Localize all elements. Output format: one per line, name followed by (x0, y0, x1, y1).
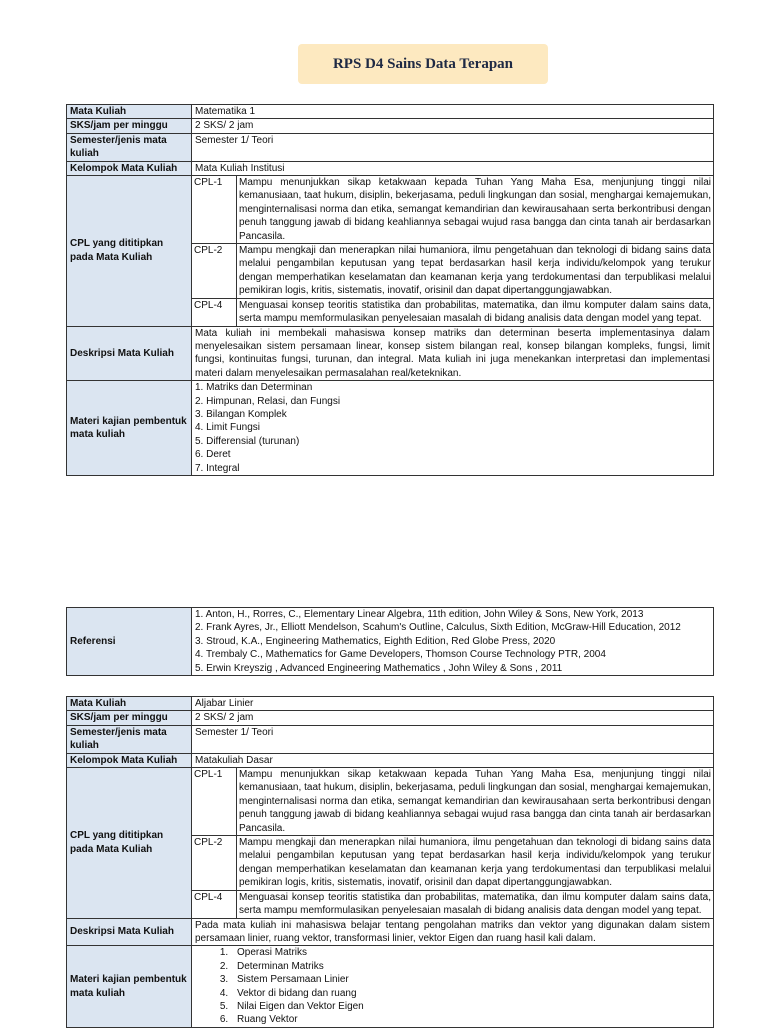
cpl-text: Mampu mengkaji dan menerapkan nilai humaniora, ilmu pengetahuan dan teknologi di bidang sains data melalui pengambilan keputusan yang tepat berdasarkan hasil kerja individu/kelompok yang terukur dengan memperhatikan keselamatan dan keamanan kerja yang terdokumentasi dan terpublikasi melalui pemikiran logis, kritis, sistematis, inovatif, orisinil dan dapat dipertanggungjawabkan. (237, 244, 714, 299)
label-cpl: CPL yang dititipkan pada Mata Kuliah (67, 768, 192, 918)
list-item: 3. Bilangan Komplek (195, 408, 287, 420)
list-item: 4. Trembaly C., Mathematics for Game Developers, Thomson Course Technology PTR, 2004 (195, 649, 606, 661)
value-mata-kuliah: Matematika 1 (192, 105, 714, 119)
cpl-code: CPL-4 (192, 298, 237, 325)
list-item: 1. Anton, H., Rorres, C., Elementary Linear Algebra, 11th edition, John Wiley & Sons, New York, 2013 (195, 609, 644, 620)
document-title: RPS D4 Sains Data Terapan (298, 44, 548, 84)
list-item: 2. Frank Ayres, Jr., Elliott Mendelson, Scahum's Outline, Calculus, Sixth Edition, McGraw-Hill Education, 2012 (195, 622, 681, 634)
value-kelompok: Matakuliah Dasar (192, 753, 714, 767)
cpl-row (192, 836, 713, 891)
cpl-text: Menguasai konsep teoritis statistika dan probabilitas, matematika, dan ilmu komputer dalam sains data, serta mampu memformulasikan penyelesaian masalah di bidang analisis data dengan model yang tepat. (237, 890, 714, 917)
table-row (67, 753, 714, 767)
label-kelompok: Kelompok Mata Kuliah (67, 161, 192, 175)
label-sks: SKS/jam per minggu (67, 711, 192, 725)
cpl-code: CPL-2 (192, 244, 237, 299)
cpl-code: CPL-1 (192, 768, 237, 836)
table-row (67, 105, 714, 119)
list-item: 5. Differensial (turunan) (195, 435, 300, 447)
list-item: 6. Deret (195, 449, 231, 461)
label-cpl: CPL yang dititipkan pada Mata Kuliah (67, 176, 192, 326)
value-referensi (192, 608, 714, 676)
table-row (67, 326, 714, 381)
value-semester: Semester 1/ Teori (192, 725, 714, 753)
course-table-aljabar-linier (66, 696, 714, 1028)
table-row (67, 711, 714, 725)
list-item: 3. Stroud, K.A., Engineering Mathematics, Eighth Edition, Red Globe Press, 2020 (195, 635, 556, 647)
cpl-text: Mampu menunjukkan sikap ketakwaan kepada Tuhan Yang Maha Esa, menjunjung tinggi nilai kemanusiaan, taat hukum, disiplin, bekerjasama, peduli lingkungan dan sosial, menghargai kemajemukan, menginternalisasi norma dan etika, semangat kemandirian dan kewirausahaan serta berkontribusi dengan penuh tanggung jawab di bidang keahliannya sebagai wujud rasa bangga dan cinta tanah air berdasarkan Pancasila. (239, 769, 711, 834)
value-deskripsi: Mata kuliah ini membekali mahasiswa konsep matriks dan determinan beserta implementasinya dalam menyelesaikan sistem persamaan linear, konsep sistem bilangan real, konsep bilangan kompleks, fungsi, limit fungsi, kontinuitas fungsi, turunan, dan integral. Mata kuliah ini juga menekankan interpretasi dan implementasi materi dalam menyelesaikan permasalahan real/keteknikan. (192, 326, 714, 381)
table-row (67, 381, 714, 476)
label-semester: Semester/jenis mata kuliah (67, 725, 192, 753)
cpl-code: CPL-2 (192, 836, 237, 891)
cpl-row (192, 244, 713, 299)
cpl-row (192, 768, 713, 836)
label-mata-kuliah: Mata Kuliah (67, 697, 192, 711)
cpl-list (192, 176, 714, 326)
table-row (67, 918, 714, 946)
list-item: 2. Determinan Matriks (231, 960, 710, 973)
list-item: 4. Limit Fungsi (195, 422, 261, 434)
table-row (67, 768, 714, 918)
table-row (67, 697, 714, 711)
list-item: 7. Integral (195, 462, 240, 474)
value-sks: 2 SKS/ 2 jam (192, 711, 714, 725)
label-materi: Materi kajian pembentuk mata kuliah (67, 381, 192, 476)
cpl-code: CPL-4 (192, 890, 237, 917)
table-row (67, 176, 714, 326)
cpl-code: CPL-1 (192, 176, 237, 244)
list-item: 6. Ruang Vektor (231, 1013, 710, 1026)
referensi-table (66, 607, 714, 676)
list-item: 1. Operasi Matriks (231, 946, 710, 959)
value-kelompok: Mata Kuliah Institusi (192, 161, 714, 175)
value-mata-kuliah: Aljabar Linier (192, 697, 714, 711)
cpl-text: Mampu menunjukkan sikap ketakwaan kepada Tuhan Yang Maha Esa, menjunjung tinggi nilai kemanusiaan, taat hukum, disiplin, bekerjasama, peduli lingkungan dan sosial, menghargai kemajemukan, menginternalisasi norma dan etika, semangat kemandirian dan kewirausahaan serta berkontribusi dengan penuh tanggung jawab di bidang keahliannya sebagai wujud rasa bangga dan cinta tanah air berdasarkan Pancasila. (239, 177, 711, 242)
list-item: 2. Himpunan, Relasi, dan Fungsi (195, 395, 341, 407)
value-materi (192, 946, 714, 1027)
course-table-matematika-1 (66, 104, 714, 476)
label-deskripsi: Deskripsi Mata Kuliah (67, 918, 192, 946)
label-semester: Semester/jenis mata kuliah (67, 133, 192, 161)
table-row (67, 946, 714, 1027)
table-row (67, 133, 714, 161)
list-item: 1. Matriks dan Determinan (195, 382, 313, 394)
label-referensi: Referensi (67, 608, 192, 676)
table-row (67, 119, 714, 133)
label-kelompok: Kelompok Mata Kuliah (67, 753, 192, 767)
cpl-row (192, 298, 713, 325)
label-mata-kuliah: Mata Kuliah (67, 105, 192, 119)
cpl-text: Mampu mengkaji dan menerapkan nilai humaniora, ilmu pengetahuan dan teknologi di bidang sains data melalui pengambilan keputusan yang tepat berdasarkan hasil kerja individu/kelompok yang terukur dengan memperhatikan keselamatan dan keamanan kerja yang terdokumentasi dan terpublikasi melalui pemikiran logis, kritis, sistematis, inovatif, orisinil dan dapat dipertanggungjawabkan. (237, 836, 714, 891)
label-materi: Materi kajian pembentuk mata kuliah (67, 946, 192, 1027)
cpl-row (192, 176, 713, 244)
list-item: 5. Erwin Kreyszig , Advanced Engineering Mathematics , John Wiley & Sons , 2011 (195, 662, 563, 674)
cpl-text: Menguasai konsep teoritis statistika dan probabilitas, matematika, dan ilmu komputer dalam sains data, serta mampu memformulasikan penyelesaian masalah di bidang analisis data dengan model yang tepat. (237, 298, 714, 325)
list-item: 5. Nilai Eigen dan Vektor Eigen (231, 1000, 710, 1013)
value-materi (192, 381, 714, 476)
list-item: 3. Sistem Persamaan Linier (231, 973, 710, 986)
table-row (67, 725, 714, 753)
label-deskripsi: Deskripsi Mata Kuliah (67, 326, 192, 381)
value-sks: 2 SKS/ 2 jam (192, 119, 714, 133)
list-item: 4. Vektor di bidang dan ruang (231, 987, 710, 1000)
value-semester: Semester 1/ Teori (192, 133, 714, 161)
value-deskripsi: Pada mata kuliah ini mahasiswa belajar tentang pengolahan matriks dan vektor yang digunakan dalam sistem persamaan linier, ruang vektor, transformasi linier, vektor Eigen dan ruang hasil kali dalam. (192, 918, 714, 946)
label-sks: SKS/jam per minggu (67, 119, 192, 133)
cpl-row (192, 890, 713, 917)
cpl-list (192, 768, 714, 918)
table-row (67, 161, 714, 175)
table-row (67, 608, 714, 676)
